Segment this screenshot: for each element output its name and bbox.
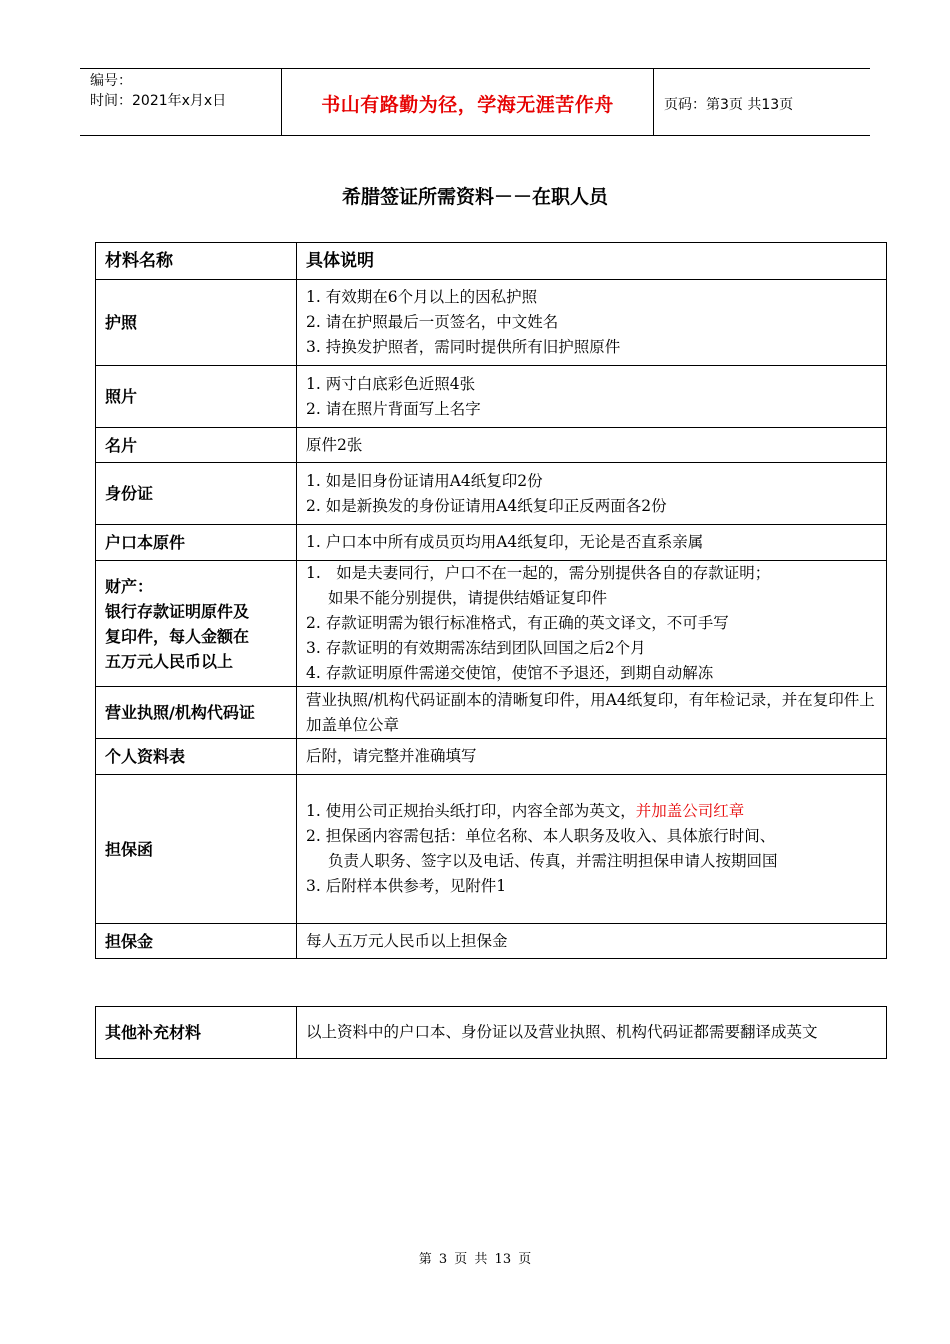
table-row	[96, 428, 887, 463]
row-name: 财产： 银行存款证明原件及 复印件，每人金额在 五万元人民币以上	[96, 561, 297, 687]
row-name: 个人资料表	[96, 739, 297, 775]
row-desc: 1. 户口本中所有成员页均用A4纸复印，无论是否直系亲属	[297, 525, 887, 561]
table-row	[96, 687, 887, 739]
time-label: 时间：2021年x月x日	[90, 93, 227, 109]
row-name: 担保函	[96, 775, 297, 924]
row-desc: 后附，请完整并准确填写	[297, 739, 887, 775]
header-motto: 书山有路勤为径，学海无涯苦作舟	[321, 94, 614, 116]
document-title: 希腊签证所需资料－－在职人员	[341, 186, 608, 208]
row-name: 营业执照/机构代码证	[96, 687, 297, 739]
table-header-row	[96, 243, 887, 280]
table-row	[96, 739, 887, 775]
table-row	[96, 463, 887, 525]
row-desc: 1. 有效期在6个月以上的因私护照 2. 请在护照最后一页签名，中文姓名 3. 持换发护照者，需同时提供所有旧护照原件	[297, 280, 887, 366]
table-row	[96, 561, 887, 687]
row-name: 户口本原件	[96, 525, 297, 561]
header-info	[90, 71, 226, 111]
column-header-name: 材料名称	[96, 243, 297, 280]
row-desc: 原件2张	[297, 428, 887, 463]
row-desc: 1. 使用公司正规抬头纸打印，内容全部为英文，并加盖公司红章 2. 担保函内容需包括：单位名称、本人职务及收入、具体旅行时间、 负责人职务、签字以及电话、传真，并需注明担保申请人按期回国 3. 后附样本供参考，见附件1	[297, 775, 887, 924]
page-header	[80, 68, 870, 136]
table-row	[96, 280, 887, 366]
row-name: 护照	[96, 280, 297, 366]
table-row	[96, 366, 887, 428]
red-note: 并加盖公司红章	[635, 802, 745, 820]
row-name: 照片	[96, 366, 297, 428]
row-name: 名片	[96, 428, 297, 463]
row-name: 担保金	[96, 924, 297, 959]
table-row	[96, 924, 887, 959]
column-header-desc: 具体说明	[297, 243, 887, 280]
table-row	[96, 775, 887, 924]
row-desc: 营业执照/机构代码证副本的清晰复印件，用A4纸复印，有年检记录，并在复印件上加盖单位公章	[297, 687, 887, 739]
materials-table	[95, 242, 887, 959]
header-page-label: 页码：第3页 共13页	[664, 97, 794, 113]
row-desc: 以上资料中的户口本、身份证以及营业执照、机构代码证都需要翻译成英文	[297, 1007, 887, 1059]
header-divider	[653, 69, 654, 135]
extra-materials-table	[95, 1006, 887, 1059]
row-desc: 1. 两寸白底彩色近照4张 2. 请在照片背面写上名字	[297, 366, 887, 428]
table-row	[96, 525, 887, 561]
table-row	[96, 1007, 887, 1059]
row-name: 身份证	[96, 463, 297, 525]
row-desc: 1. 如是夫妻同行，户口不在一起的，需分别提供各自的存款证明； 如果不能分别提供，请提供结婚证复印件 2. 存款证明需为银行标准格式，有正确的英文译文，不可手写 3. 存款证明的有效期需冻结到团队回国之后2个月 4. 存款证明原件需递交使馆，使馆不予退还，到期自动解冻	[297, 561, 887, 687]
row-desc: 1. 如是旧身份证请用A4纸复印2份 2. 如是新换发的身份证请用A4纸复印正反两面各2份	[297, 463, 887, 525]
page-footer: 第 3 页 共 13 页	[418, 1252, 532, 1267]
row-desc: 每人五万元人民币以上担保金	[297, 924, 887, 959]
row-name: 其他补充材料	[96, 1007, 297, 1059]
number-label: 编号：	[90, 73, 132, 89]
